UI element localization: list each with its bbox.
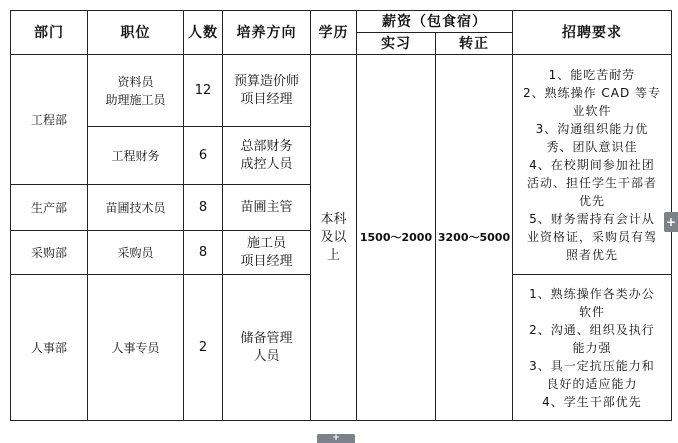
training-text: 成控人员	[240, 156, 293, 172]
training-cell	[223, 231, 311, 275]
position-text: 采购员	[117, 245, 154, 260]
requirement-line: 活动、担任学生干部者	[526, 175, 657, 190]
training-cell	[223, 275, 311, 421]
requirement-line: 照者优先	[565, 247, 618, 262]
training-text: 总部财务	[240, 138, 293, 154]
requirement-line: 秀、团队意识佳	[546, 139, 638, 154]
training-text: 储备管理	[240, 330, 293, 346]
requirement-line: 良好的适应能力	[546, 377, 638, 391]
header-position: 职位	[88, 11, 184, 55]
count-cell: 8	[184, 231, 223, 275]
requirements-general	[513, 55, 672, 275]
dept-hr: 人事部	[11, 275, 88, 421]
education-text: 本科	[320, 211, 347, 227]
position-text: 助理施工员	[105, 92, 166, 107]
dept-purchasing: 采购部	[11, 231, 88, 275]
training-text: 人员	[253, 348, 280, 364]
recruitment-table	[10, 10, 672, 421]
position-text: 资料员	[117, 74, 154, 89]
position-text: 工程财务	[111, 148, 160, 163]
training-text: 项目经理	[240, 91, 293, 107]
header-salary-intern: 实习	[357, 33, 436, 55]
requirements-hr	[513, 275, 672, 421]
requirement-line: 3、具一定抗压能力和	[529, 359, 655, 373]
training-text: 苗圃主管	[240, 199, 293, 215]
training-text: 施工员	[246, 235, 286, 251]
education-cell	[311, 55, 357, 421]
education-text: 上	[326, 247, 340, 263]
requirement-line: 业资格证，采购员有驾	[526, 229, 657, 244]
count-cell: 12	[184, 55, 223, 127]
requirement-line: 优先	[578, 193, 605, 208]
header-training: 培养方向	[223, 11, 311, 55]
header-count: 人数	[184, 11, 223, 55]
training-cell	[223, 127, 311, 185]
position-text: 人事专员	[111, 340, 160, 355]
header-requirements: 招聘要求	[513, 11, 672, 55]
requirement-line: 业软件	[572, 103, 612, 118]
salary-regular-cell: 3200～5000	[436, 55, 513, 421]
requirement-line: 软件	[578, 305, 605, 319]
expand-bottom-button[interactable]: +	[317, 434, 355, 443]
requirement-line: 4、在校期间参加社团	[529, 157, 655, 172]
dept-engineering: 工程部	[11, 55, 88, 185]
count-cell: 2	[184, 275, 223, 421]
training-cell	[223, 55, 311, 127]
header-department: 部门	[11, 11, 88, 55]
position-text: 苗圃技术员	[105, 200, 166, 215]
position-cell	[88, 55, 184, 127]
requirement-line: 5、财务需持有会计从	[529, 211, 655, 226]
header-salary: 薪资（包食宿）	[357, 11, 513, 33]
dept-production: 生产部	[11, 185, 88, 231]
expand-right-button[interactable]: +	[664, 212, 678, 232]
education-text: 及以	[320, 229, 347, 245]
requirement-line: 1、能吃苦耐劳	[548, 67, 636, 82]
header-salary-regular: 转正	[436, 33, 513, 55]
requirement-line: 能力强	[572, 341, 612, 355]
position-cell	[88, 185, 184, 231]
position-cell	[88, 231, 184, 275]
requirement-line: 3、沟通组织能力优	[535, 121, 649, 136]
requirement-line: 4、学生干部优先	[542, 395, 642, 409]
training-text: 预算造价师	[233, 73, 299, 89]
count-cell: 8	[184, 185, 223, 231]
salary-intern-cell: 1500～2000	[357, 55, 436, 421]
position-cell	[88, 275, 184, 421]
requirement-line: 2、熟练操作 CAD 等专	[522, 85, 662, 100]
count-cell: 6	[184, 127, 223, 185]
position-cell	[88, 127, 184, 185]
requirement-line: 2、沟通、组织及执行	[529, 323, 655, 337]
training-cell	[223, 185, 311, 231]
training-text: 项目经理	[240, 253, 293, 269]
header-education: 学历	[311, 11, 357, 55]
requirement-line: 1、熟练操作各类办公	[529, 287, 655, 301]
